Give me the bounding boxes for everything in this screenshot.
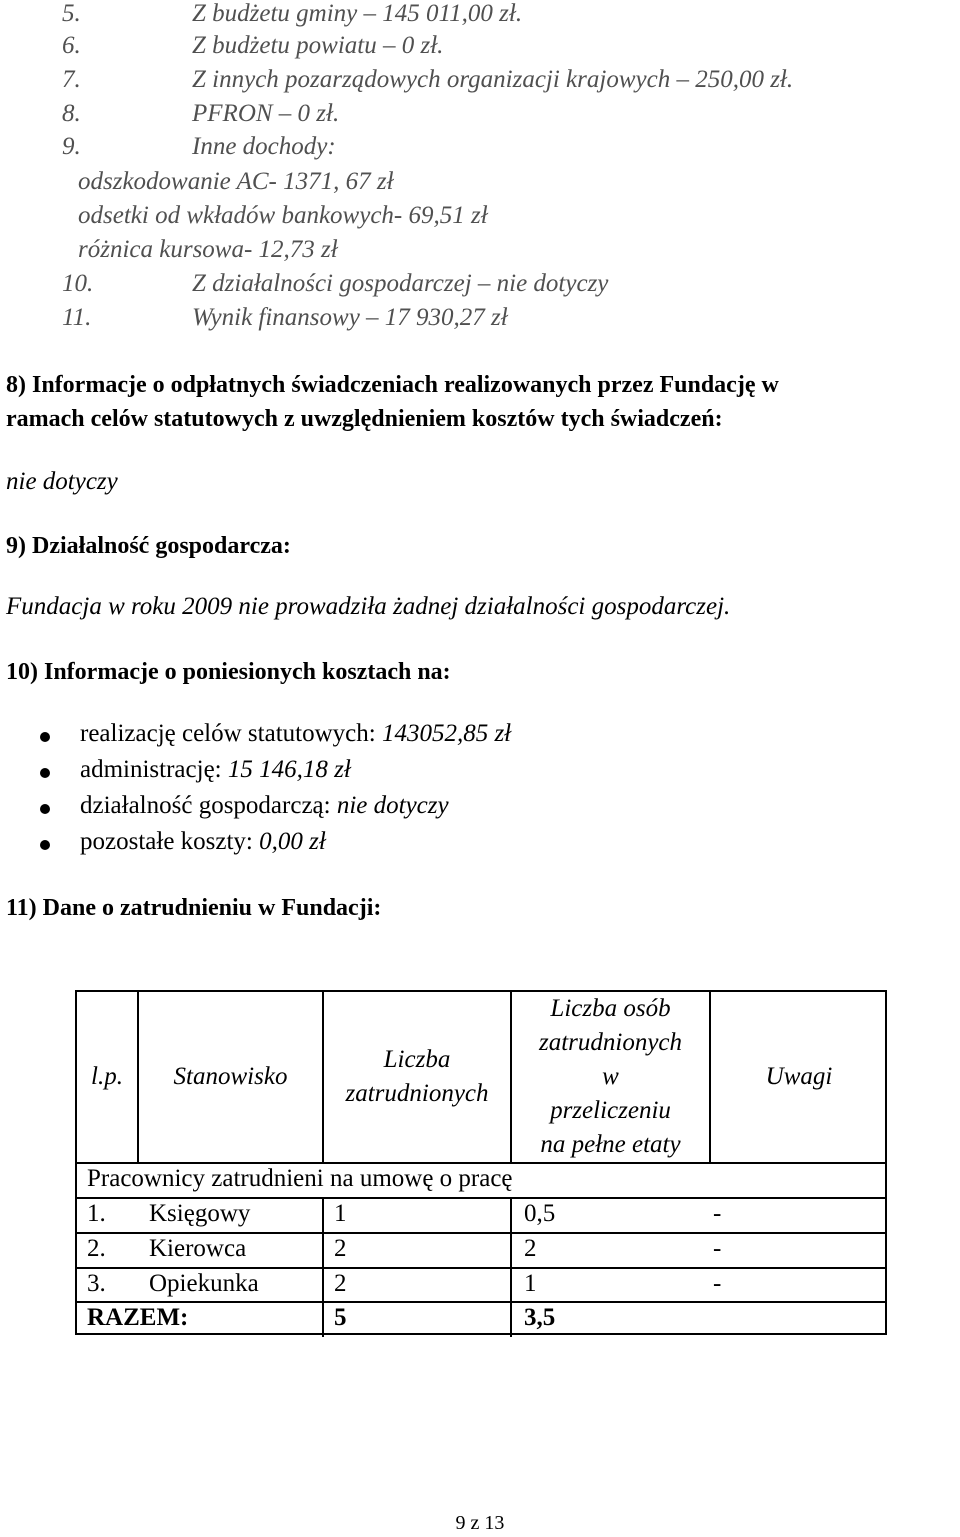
header-count [324,1043,510,1111]
row-count: 2 [334,1235,347,1262]
other-income-line: odsetki od wkładów bankowych- 69,51 zł [78,202,488,229]
cost-item-label: realizację celów statutowych: [80,720,376,747]
cost-item-text [80,828,326,856]
income-item-9 [0,133,960,163]
income-item-number: 8. [62,100,81,127]
row-position: Opiekunka [149,1270,259,1297]
table-divider [77,1232,887,1234]
income-item-7 [0,66,960,96]
cost-item-value: 143052,85 zł [381,720,512,747]
row-notes: - [713,1200,722,1227]
cost-item-label: pozostałe koszty: [80,828,253,855]
table-divider [77,1267,887,1269]
other-income-line: odszkodowanie AC- 1371, 67 zł [78,168,394,195]
income-item-text: Wynik finansowy – 17 930,27 zł [192,304,508,331]
cost-item-label: administrację: [80,756,222,783]
income-item-text: Z budżetu gminy – 145 011,00 zł. [192,0,523,27]
header-fte-line: w [602,1063,619,1090]
income-item-number: 10. [62,270,94,297]
cost-list-item [0,792,960,824]
cost-item-text [80,756,351,784]
cost-item-value: 15 146,18 zł [227,756,351,783]
cost-list-item [0,828,960,860]
bullet-icon [40,732,50,742]
income-item-6 [0,32,960,62]
cost-list-item [0,720,960,752]
income-item-number: 7. [62,66,81,93]
section-10-heading: 10) Informacje o poniesionych kosztach na: [6,659,451,685]
section-8-heading-line-1: 8) Informacje o odpłatnych świadczeniach realizowanych przez Fundację w [6,372,779,398]
income-item-text: Z innych pozarządowych organizacji krajowych – 250,00 zł. [192,66,794,93]
income-item-number: 9. [62,133,81,160]
header-lp: l.p. [91,1063,123,1090]
income-item-text: Inne dochody: [192,133,336,160]
row-lp: 1. [87,1200,106,1227]
header-fte [512,992,709,1162]
total-count: 5 [334,1304,347,1331]
income-item-8 [0,100,960,130]
row-position: Kierowca [149,1235,247,1262]
section-9-text: Fundacja w roku 2009 nie prowadziła żadnej działalności gospodarczej. [6,593,731,620]
section-11-heading: 11) Dane o zatrudnieniu w Fundacji: [6,895,382,921]
bullet-icon [40,840,50,850]
table-divider [77,1162,887,1164]
row-notes: - [713,1235,722,1262]
row-lp: 2. [87,1235,106,1262]
income-item-11 [0,304,960,334]
income-item-number: 6. [62,32,81,59]
table-divider [77,1197,887,1199]
cost-item-value: 0,00 zł [259,828,326,855]
section-8-heading-line-2: ramach celów statutowych z uwzględnieniem kosztów tych świadczeń: [6,406,723,432]
row-lp: 3. [87,1270,106,1297]
header-fte-line: przeliczeniu [550,1097,671,1124]
row-fte: 1 [524,1270,537,1297]
total-fte: 3,5 [524,1304,556,1331]
income-item-10 [0,270,960,300]
other-income-line: różnica kursowa- 12,73 zł [78,236,338,263]
section-8-text: nie dotyczy [6,468,118,495]
header-notes: Uwagi [765,1063,833,1090]
row-count: 2 [334,1270,347,1297]
income-item-number: 5. [62,0,81,27]
cost-item-value: nie dotyczy [336,792,449,819]
page-number: 9 z 13 [455,1512,505,1534]
header-count-line: Liczba [383,1046,451,1073]
row-fte: 0,5 [524,1200,556,1227]
row-count: 1 [334,1200,347,1227]
cost-item-text [80,720,511,748]
header-fte-line: na pełne etaty [540,1131,681,1158]
table-divider [77,1301,887,1303]
cost-item-label: działalność gospodarczą: [80,792,331,819]
section-9-heading: 9) Działalność gospodarcza: [6,533,291,559]
income-item-number: 11. [62,304,92,331]
header-count-line: zatrudnionych [345,1080,489,1107]
cost-list-item [0,756,960,788]
bullet-icon [40,768,50,778]
row-fte: 2 [524,1235,537,1262]
bullet-icon [40,804,50,814]
header-position: Stanowisko [173,1063,288,1090]
header-fte-line: Liczba osób [550,995,671,1022]
income-item-text: Z budżetu powiatu – 0 zł. [192,32,444,59]
cost-item-text [80,792,449,820]
row-notes: - [713,1270,722,1297]
employment-table [75,990,887,1335]
income-item-text: Z działalności gospodarczej – nie dotyczy [192,270,609,297]
income-item-text: PFRON – 0 zł. [192,100,340,127]
row-position: Księgowy [149,1200,251,1227]
header-fte-line: zatrudnionych [538,1029,683,1056]
table-group-label: Pracownicy zatrudnieni na umowę o pracę [87,1165,513,1192]
income-item-5 [0,0,960,30]
total-label: RAZEM: [87,1304,189,1331]
